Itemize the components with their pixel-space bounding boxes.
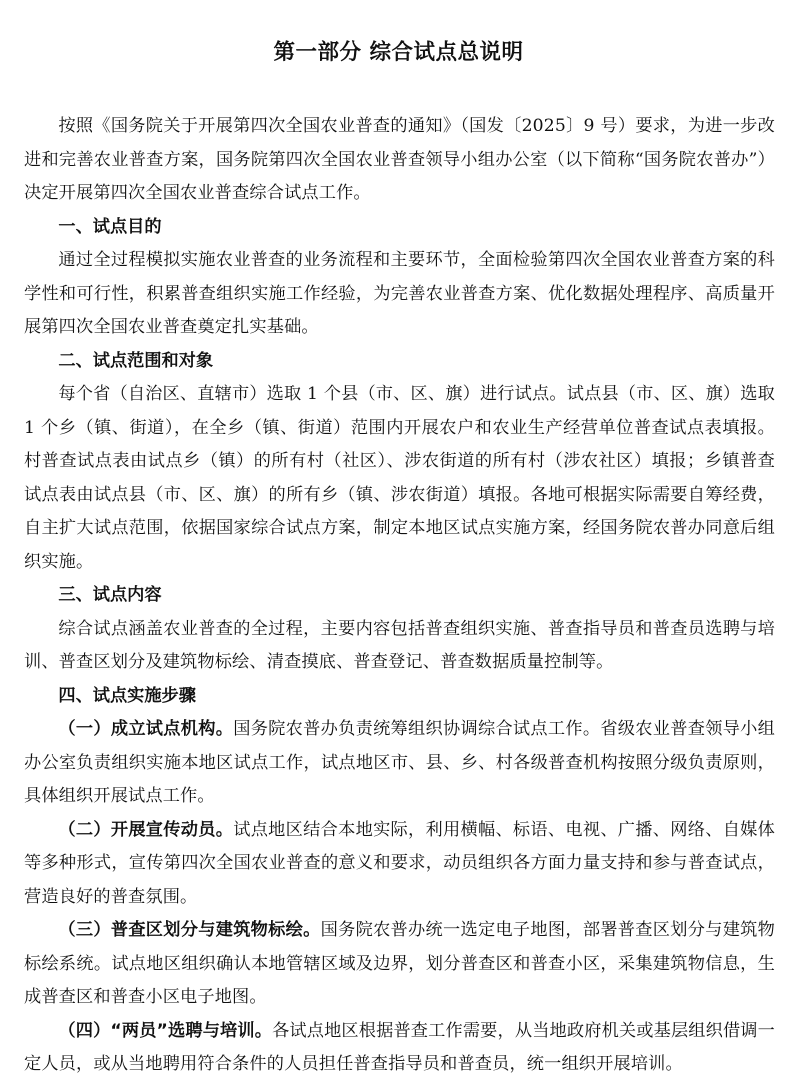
step-paragraph	[24, 814, 775, 915]
step-lead: （一）成立试点机构。	[58, 719, 234, 739]
step-text: 试点地区结合本地实际，利用横幅、标语、电视、广播、网络、自媒体等多种形式，宣传第四次全国农业普查的意义和要求，动员组织各方面力量支持和参与普查试点，营造良好的普查氛围。	[24, 819, 775, 907]
step-text: 国务院农普办统一选定电子地图，部署普查区划分与建筑物标绘系统。试点地区组织确认本地管辖区域及边界，划分普查区和普查小区，采集建筑物信息，生成普查区和普查小区电子地图。	[24, 920, 775, 1007]
step-paragraph	[24, 914, 775, 1015]
section-text-purpose: 通过全过程模拟实施农业普查的业务流程和主要环节，全面检验第四次全国农业普查方案的科学性和可行性，积累普查组织实施工作经验，为完善农业普查方案、优化数据处理程序、高质量开展第四次全国农业普查奠定扎实基础。	[24, 250, 775, 337]
section-heading-purpose: 一、试点目的	[58, 216, 162, 237]
step-paragraph	[24, 1015, 775, 1082]
section-text-scope: 每个省（自治区、直辖市）选取 1 个县（市、区、旗）进行试点。试点县（市、区、旗）选取 1 个乡（镇、街道），在全乡（镇、街道）范围内开展农户和农业生产经营单位普查试点表填报。村普查试点表由试点乡（镇）的所有村（社区）、涉农街道的所有村（涉农社区）填报；乡镇普查试点表由试点县（市、区、旗）的所有乡（镇、涉农街道）填报。各地可根据实际需要自筹经费，自主扩大试点范围，依据国家综合试点方案，制定本地区试点实施方案，经国务院农普办同意后组织实施。	[24, 384, 775, 572]
section-heading-content: 三、试点内容	[58, 585, 162, 605]
section-heading-steps: 四、试点实施步骤	[58, 685, 196, 706]
step-lead: （四）“两员”选聘与培训。	[58, 1020, 273, 1041]
step-paragraph	[24, 713, 775, 814]
step-lead: （二）开展宣传动员。	[58, 819, 234, 840]
intro-paragraph: 按照《国务院关于开展第四次全国农业普查的通知》（国发〔2025〕9 号）要求，为进一步改进和完善农业普查方案，国务院第四次全国农业普查领导小组办公室（以下简称“国务院农普办”）决定开展第四次全国农业普查综合试点工作。	[24, 116, 775, 203]
step-text: 国务院农普办负责统筹组织协调综合试点工作。省级农业普查领导小组办公室负责组织实施本地区试点工作，试点地区市、县、乡、村各级普查机构按照分级负责原则，具体组织开展试点工作。	[24, 719, 775, 806]
step-text: 各试点地区根据普查工作需要，从当地政府机关或基层组织借调一定人员，或从当地聘用符合条件的人员担任普查指导员和普查员，统一组织开展培训。	[24, 1020, 775, 1074]
page-title: 第一部分 综合试点总说明	[273, 40, 524, 65]
step-lead: （三）普查区划分与建筑物标绘。	[58, 920, 321, 940]
document-body	[24, 110, 775, 1082]
section-text-content: 综合试点涵盖农业普查的全过程，主要内容包括普查组织实施、普查指导员和普查员选聘与培训、普查区划分及建筑物标绘、清查摸底、普查登记、普查数据质量控制等。	[24, 618, 775, 672]
section-heading-scope: 二、试点范围和对象	[58, 350, 214, 371]
